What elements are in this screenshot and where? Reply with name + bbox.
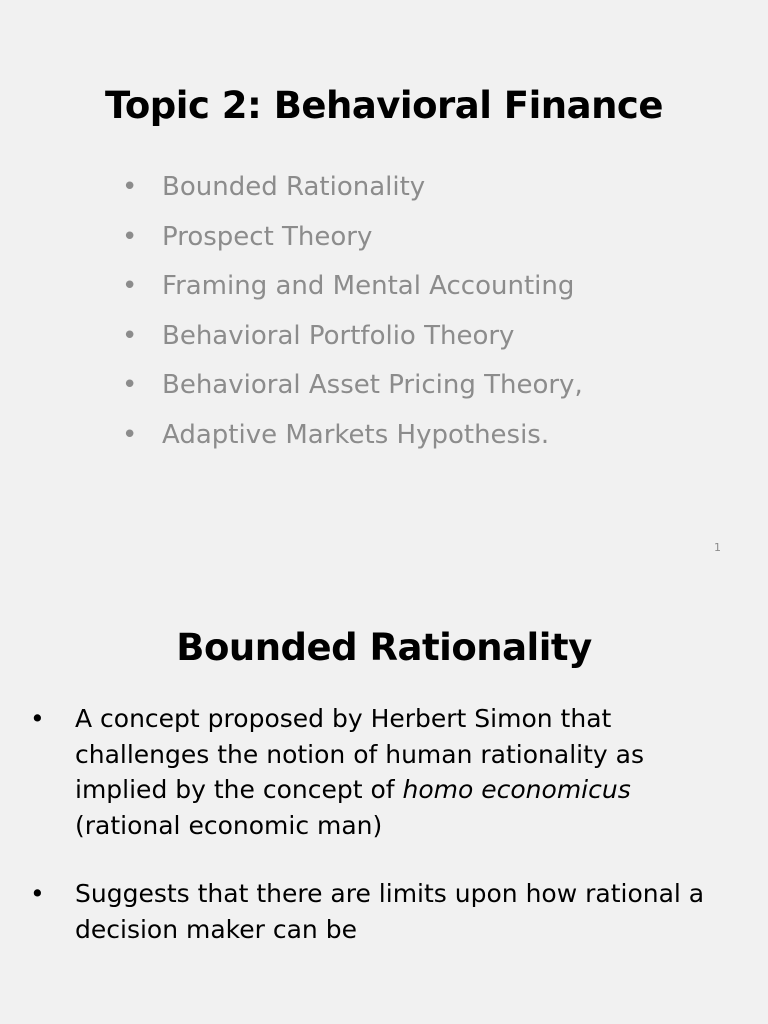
bullet-icon: • — [30, 704, 45, 733]
list-item-label: Behavioral Portfolio Theory — [162, 320, 515, 351]
body-list — [30, 701, 730, 947]
bullet-icon: • — [30, 879, 45, 908]
bullet-icon: • — [122, 320, 138, 351]
page-number: 1 — [714, 541, 721, 554]
list-item — [122, 370, 583, 420]
list-item — [30, 701, 730, 843]
body-text-part: A concept proposed by Herbert Simon that challenges the notion of human rationality as implied by the concept of — [75, 704, 644, 804]
body-text-part: (rational economic man) — [75, 810, 383, 840]
list-item — [122, 420, 583, 470]
bullet-icon: • — [122, 271, 138, 301]
list-item — [122, 271, 583, 321]
list-item — [122, 172, 583, 222]
list-item-label: Prospect Theory — [162, 221, 373, 252]
list-item — [122, 222, 583, 272]
body-paragraph: Suggests that there are limits upon how rational a decision maker can be — [75, 879, 705, 944]
topic-list — [122, 172, 583, 469]
list-item-label: Behavioral Asset Pricing Theory, — [162, 370, 583, 400]
list-item-label: Framing and Mental Accounting — [162, 271, 575, 301]
list-item-label: Adaptive Markets Hypothesis. — [162, 419, 550, 450]
bullet-icon: • — [122, 172, 138, 202]
body-paragraph — [75, 701, 730, 843]
slide-title: Bounded Rationality — [176, 626, 592, 669]
bullet-icon: • — [122, 221, 138, 252]
list-item-label: Bounded Rationality — [162, 172, 426, 202]
slide-2 — [0, 575, 768, 1024]
list-item — [30, 876, 730, 947]
body-italic-term: homo economicus — [402, 775, 631, 804]
bullet-icon: • — [122, 370, 138, 400]
list-item — [122, 321, 583, 371]
bullet-icon: • — [122, 419, 138, 450]
slide-title: Topic 2: Behavioral Finance — [105, 84, 663, 127]
